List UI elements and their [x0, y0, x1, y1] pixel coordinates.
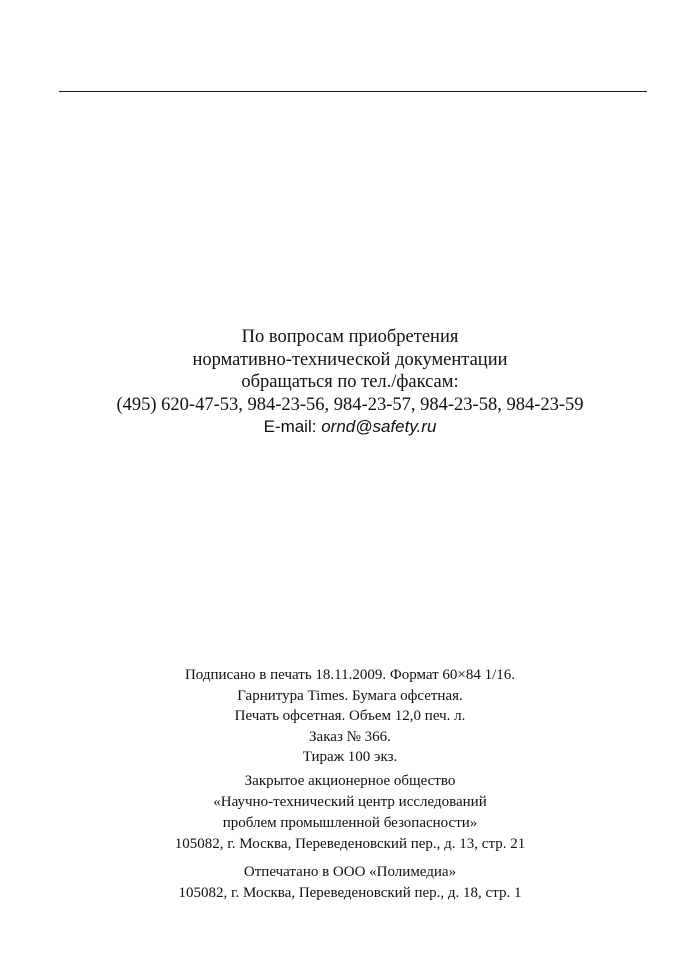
contact-info-block: [0, 326, 700, 439]
contact-line-2: нормативно-технической документации: [192, 349, 508, 370]
company-block: [0, 771, 700, 855]
print-info-block: [0, 665, 700, 768]
print-typeface-line: Гарнитура Times. Бумага офсетная.: [237, 687, 463, 704]
print-printing-line: Печать офсетная. Объем 12,0 печ. л.: [234, 708, 466, 724]
contact-line-3: обращаться по тел./факсам:: [241, 372, 459, 392]
printer-line-1: Отпечатано в ООО «Полимедиа»: [243, 864, 457, 880]
company-line-1: Закрытое акционерное общество: [244, 773, 456, 789]
email-label: E-mail:: [263, 417, 317, 436]
company-line-2: «Научно-технический центр исследований: [213, 794, 487, 810]
printer-block: [0, 862, 700, 904]
contact-line-1: По вопросам приобретения: [241, 327, 459, 347]
print-run-line: Тираж 100 экз.: [302, 749, 398, 765]
email-address: ornd@safety.ru: [321, 417, 437, 436]
print-signed-line: Подписано в печать 18.11.2009. Формат 60×84 1/16.: [184, 667, 516, 683]
contact-email-line: [0, 416, 700, 439]
contact-phones: (495) 620-47-53, 984-23-56, 984-23-57, 984-23-58, 984-23-59: [116, 394, 584, 415]
printer-address: 105082, г. Москва, Переведеновский пер., д. 18, стр. 1: [178, 885, 522, 901]
company-line-3: проблем промышленной безопасности»: [222, 815, 478, 831]
company-address: 105082, г. Москва, Переведеновский пер., д. 13, стр. 21: [174, 836, 526, 852]
print-order-line: Заказ № 366.: [309, 728, 391, 745]
top-divider: [59, 91, 647, 92]
